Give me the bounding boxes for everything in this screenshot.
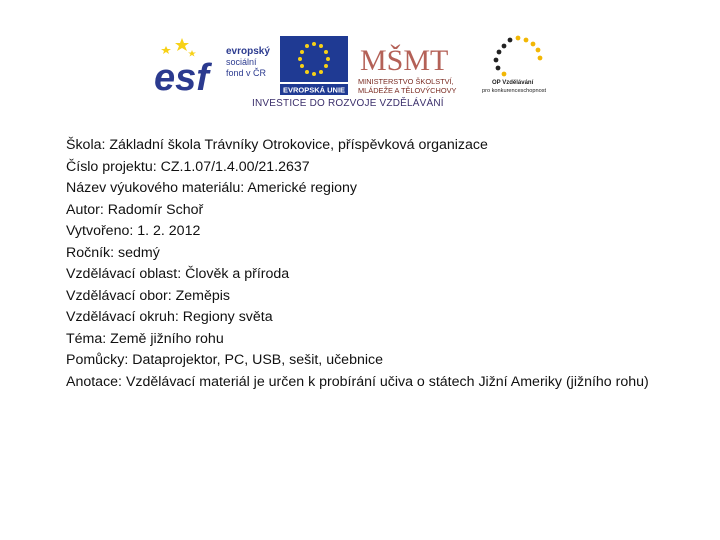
eu-logo — [278, 34, 350, 96]
op-dots-icon — [494, 36, 543, 77]
banner-caption: INVESTICE DO ROZVOJE VZDĚLÁVÁNÍ — [252, 98, 444, 109]
info-line-author: Autor: Radomír Schoř — [66, 201, 204, 218]
op-text-line-2: pro konkurenceschopnost — [482, 88, 547, 94]
project-info-list — [66, 135, 706, 393]
esf-mark: esf — [154, 57, 209, 96]
esf-text-line-3: fond v ČR — [226, 68, 267, 78]
esf-text-line-1: evropský — [226, 46, 270, 57]
op-logo — [476, 32, 570, 98]
msmt-mark: MŠMT — [360, 44, 449, 77]
info-line-education-area: Vzdělávací oblast: Člověk a příroda — [66, 266, 290, 282]
esf-text-line-2: sociální — [226, 57, 257, 67]
info-line-subject: Vzdělávací obor: Zeměpis — [66, 287, 231, 304]
msmt-text-line-2: MLÁDEŽE A TĚLOVÝCHOVY — [358, 86, 457, 95]
info-line-grade: Ročník: sedmý — [66, 244, 160, 261]
info-line-material-name: Název výukového materiálu: Americké regiony — [66, 180, 357, 196]
info-line-school: Škola: Základní škola Trávníky Otrokovice, příspěvková organizace — [66, 137, 488, 153]
info-line-project-number: Číslo projektu: CZ.1.07/1.4.00/21.2637 — [66, 158, 310, 175]
op-text-line-1: OP Vzdělávání — [492, 80, 534, 86]
logo-banner — [150, 28, 570, 116]
info-line-annotation: Anotace: Vzdělávací materiál je určen k probírání učiva o státech Jižní Ameriky (jižního rohu) — [66, 373, 649, 390]
info-line-created: Vytvořeno: 1. 2. 2012 — [66, 223, 201, 239]
msmt-text-line-1: MINISTERSTVO ŠKOLSTVÍ, — [358, 77, 454, 86]
esf-logo — [152, 34, 272, 96]
info-line-tools: Pomůcky: Dataprojektor, PC, USB, sešit, učebnice — [66, 352, 383, 368]
info-line-theme: Téma: Země jižního rohu — [66, 330, 224, 347]
msmt-logo — [356, 34, 462, 98]
eu-text: EVROPSKÁ UNIE — [282, 85, 346, 95]
info-line-topic-area: Vzdělávací okruh: Regiony světa — [66, 309, 273, 325]
